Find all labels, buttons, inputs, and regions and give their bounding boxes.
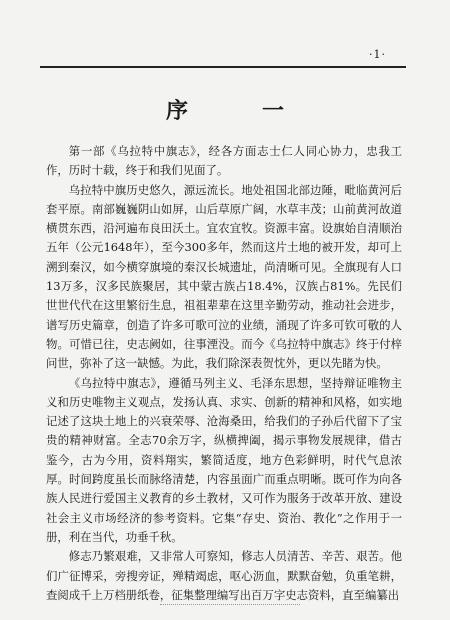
paragraph-1: 第一部《乌拉特中旗志》，经各方面志士仁人同心协力，忠我工作，历时十载，终于和我们见面了。 — [46, 144, 402, 178]
footer-rule — [160, 604, 300, 605]
paragraph-2: 乌拉特中旗历史悠久，源远流长。地处祖国北部边陲，毗临黄河后套平原。南部巍巍阴山如屏，山后草原广阔，水草丰茂；山前黄河故道横贯东西，沿河遍布良田沃土。宜农宜牧。资源丰富。设旗始自清顺治五年（公元1648年），至今300多年，然而这片土地的被开发，却可上溯到秦汉，如今横穿旗境的秦汉长城遗址，尚清晰可见。全旗现有人口13万多，汉多民族聚居，其中蒙古族占18.4%，汉族占81%。先民们世世代代在这里繁衍生息，祖祖辈辈在这里辛勤劳动，推动社会进步，谱写历史篇章，创造了许多可歌可泣的业绩，涌现了许多可钦可敬的人物。可惜已往，史志阙如，往事湮没。而今《乌拉特中旗志》终于付梓问世，弥补了这一缺憾。为此，我们除深表贺忱外，更以先睹为快。 — [46, 182, 402, 371]
page-title: 序 一 — [165, 99, 310, 124]
paragraph-3: 《乌拉特中旗志》，遵循马列主义、毛泽东思想，坚持辩证唯物主义和历史唯物主义观点，发扬认真、求实、创新的精神和风格，如实地记述了这块土地上的兴衰荣辱、沧海桑田，给我们的子孙后代留下了宝贵的精神财富。全志70余万字，纵横捭阖，揭示事物发展规律，借古鉴今，古为今用，资料翔实，繁简适度，地方色彩鲜明，时代气息浓厚。时间跨度虽长而脉络清楚，内容虽面广而重点明晰。既可作为向各族人民进行爱国主义教育的乡土教材，又可作为服务于改革开放、建设社会主义市场经济的参考资料。它集“存史、资治、教化”之作用于一册，利在当代，功垂千秋。 — [46, 375, 402, 544]
page-number: ·1· — [369, 48, 386, 61]
header-rule — [40, 66, 406, 68]
body-text — [46, 142, 402, 605]
paragraph-4: 修志乃繁艰难，又非常人可察知，修志人员清苦、辛苦、艰苦。他们广征博采，旁搜旁证，殚精竭虑，呕心沥血，默默奋勉，负重笔耕，查阅成千上万档册纸卷，征集整理编写出百万字史志资料，直至编纂出 — [46, 549, 402, 602]
